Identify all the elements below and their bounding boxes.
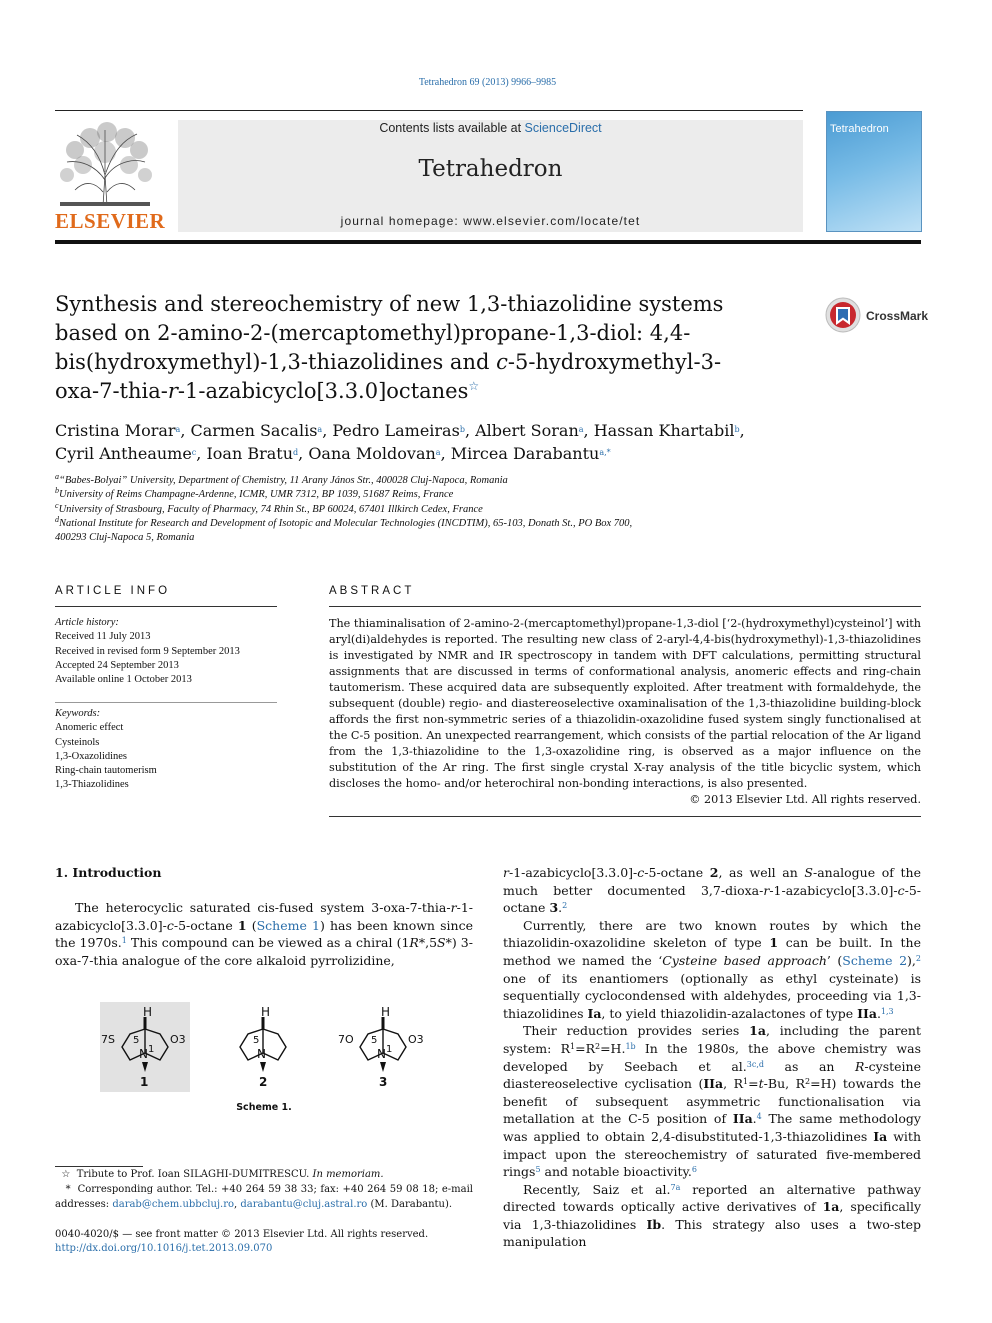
journal-title: Tetrahedron	[418, 156, 563, 182]
author-name[interactable]: Cyril Antheaume	[55, 444, 192, 463]
affiliation-item	[55, 514, 775, 531]
abstract-copyright: © 2013 Elsevier Ltd. All rights reserved.	[689, 793, 921, 806]
divider	[329, 606, 921, 607]
svg-text:1: 1	[386, 1044, 393, 1055]
footnotes	[55, 1168, 473, 1212]
author-list: Cristina Morar$^a$, Carmen Sacalis$^a$, Pedro Lameiras$^b$, Albert Soran$^a$, Hassan Khartabil$^b$, Cyril Antheaume$^c$, Ioan Bratu$^d$, Oana Moldovan$^a$, Mircea Darabantu$^{a,*}$	[55, 421, 745, 463]
scheme-1-structures	[100, 1002, 470, 1092]
affiliation-item	[55, 500, 775, 517]
divider	[55, 702, 277, 703]
author-name[interactable]: Carmen Sacalis	[190, 421, 318, 440]
footnote-divider	[55, 1166, 143, 1167]
affiliation-letter: b	[55, 486, 59, 496]
author-name[interactable]: Oana Moldovan	[308, 444, 436, 463]
affiliation-text: University of Reims Champagne-Ardenne, ICMR, UMR 7312, BP 1039, 51687 Reims, France	[59, 489, 454, 501]
affiliation-mark[interactable]: d	[293, 448, 299, 457]
affiliation-mark[interactable]: a	[175, 425, 181, 434]
keyword: 1,3-Oxazolidines	[55, 750, 128, 762]
contents-line	[178, 121, 803, 135]
title-line: bis(hydroxymethyl)-1,3-thiazolidines and	[55, 350, 497, 374]
affiliation-mark[interactable]: b	[459, 425, 465, 434]
author-name[interactable]: Pedro Lameiras	[332, 421, 460, 440]
svg-text:H: H	[381, 1005, 391, 1019]
affiliation-mark[interactable]: a	[435, 448, 441, 457]
author-name[interactable]: Albert Soran	[475, 421, 579, 440]
sciencedirect-link[interactable]: ScienceDirect	[524, 121, 602, 135]
title-line: -1-azabicyclo[3.3.0]octanes	[177, 379, 469, 403]
paragraph: r-1-azabicyclo[3.3.0]-c-5-octane 2, as well an S-analogue of the much better documented 3,7-dioxa-r-1-azabicyclo[3.3.0]-c-5-octane 3.$^2$	[503, 865, 921, 916]
contents-prefix: Contents lists available at	[379, 121, 525, 135]
abstract-heading: ABSTRACT	[329, 585, 415, 597]
affiliation-mark[interactable]: c	[191, 448, 197, 457]
affiliation-mark[interactable]: a	[317, 425, 323, 434]
reference-link[interactable]: 4	[756, 1112, 762, 1122]
title-star-footnote[interactable]: ☆	[468, 379, 480, 393]
svg-text:7S: 7S	[101, 1033, 115, 1046]
reference-link[interactable]: 7a	[670, 1182, 681, 1192]
title-line: Synthesis and stereochemistry of new 1,3-thiazolidine systems	[55, 292, 724, 316]
svg-text:H: H	[143, 1005, 153, 1019]
author-name[interactable]: Mircea Darabantu	[450, 444, 600, 463]
reference-link[interactable]: 1b	[625, 1041, 636, 1051]
svg-text:5: 5	[133, 1035, 140, 1046]
scheme-caption: Scheme 1.	[236, 1102, 292, 1113]
footnote-corresponding: * Corresponding author. Tel.: +40 264 59 38 33; fax: +40 264 59 08 18; e-mail addresses: darab@chem.ubbcluj.ro, darabantu@cluj.astral.ro (M. Darabantu).	[55, 1183, 474, 1210]
lone-pair	[260, 1062, 266, 1072]
svg-text:N: N	[139, 1047, 148, 1061]
right-column	[503, 864, 921, 1251]
journal-homepage	[178, 214, 803, 228]
history-item: Accepted 24 September 2013	[55, 659, 179, 671]
compound-label: 1	[140, 1075, 149, 1089]
email-link[interactable]: darab@chem.ubbcluj.ro	[112, 1198, 235, 1210]
paragraph: Their reduction provides series 1a, including the parent system: $R^1=R^2=H.^{1b}$ In the 1980s, the above chemistry was developed by Seebach et al.$^{3c,d}$ as an R-cysteine diastereoselective cyclisation (IIa, $R^1=t-Bu$, $R^2=H$) towards the benefit of subsequent asymmetric functionalisation via metallation at the C-5 position of IIa.$^4$ The same methodology was applied to obtain 2,4-disubstituted-1,3-thiazolidines Ia with impact upon the stereochemistry of saturated five-membered rings$^5$ and notable bioactivity.$^6$	[503, 1023, 921, 1180]
svg-text:O3: O3	[170, 1033, 186, 1046]
affiliation-text: “Babes-Bolyai” University, Department of Chemistry, 11 Arany János Str., 400028 Cluj-Napoca, Romania	[59, 475, 508, 486]
header-thick-divider	[55, 240, 921, 244]
lone-pair	[380, 1062, 386, 1072]
svg-text:7O: 7O	[338, 1033, 354, 1046]
abstract-text: The thiaminalisation of 2-amino-2-(mercaptomethyl)propane-1,3-diol [‘2-(hydroxymethyl)cysteinol’] with aryl(di)aldehydes is reported. The resulting new class of 2-aryl-4,4-bis(hydroxymethyl)-1,3-thiazolidines is investigated by NMR and IR spectroscopy in tandem with DFT calculations, permitting structural assignments that are discussed in terms of conformational analysis, anomeric effects and ring-chain tautomerism. These acquired data are subsequently exploited. After treatment with formaldehyde, the subsequent (double) regio- and diastereoselective oxaminalisation of the 1,3-thiazolidine building-block affords the first non-symmetric series of a thiazolidin-oxazolidine fused system singly functionalised at the C-5 position. An unexpected rearrangement, which consists of the partial relocation of the Ar ligand from the 1,3-thiazolidine to the 1,3-oxazolidine ring, is observed as a major influence on the substitution of the Ar ring. The first single crystal X-ray analysis of the title bicyclic system, which discloses the homo- and/or heterochiral non-bonding interactions, is also presented.	[329, 617, 921, 790]
svg-text:5: 5	[371, 1035, 378, 1046]
homepage-link[interactable]: www.elsevier.com/locate/tet	[463, 214, 641, 228]
divider	[55, 606, 277, 607]
homepage-prefix: journal homepage:	[340, 214, 464, 228]
affiliation-text: National Institute for Research and Development of Isotopic and Molecular Technologies (INCDTIM), 65-103, Donath St., PO Box 700,	[59, 517, 633, 529]
svg-text:N: N	[257, 1047, 266, 1061]
email-link[interactable]: darabantu@cluj.astral.ro	[240, 1198, 368, 1210]
divider	[329, 816, 921, 817]
title-line: -5-hydroxymethyl-3-	[507, 350, 722, 374]
reference-link[interactable]: 1,3	[880, 1006, 894, 1016]
affiliation-mark[interactable]: b	[734, 425, 740, 434]
title-line: based on 2-amino-2-(mercaptomethyl)propane-1,3-diol: 4,4-	[55, 321, 691, 345]
author-name[interactable]: Hassan Khartabil	[593, 421, 735, 440]
scheme-1-link[interactable]: Scheme 1	[256, 917, 320, 933]
affiliation-item	[55, 531, 775, 545]
intro-paragraph: The heterocyclic saturated cis-fused system 3-oxa-7-thia-r-1-azabicyclo[3.3.0]-c-5-octane 1 (Scheme 1) has been known since the 1970s.$^1$ This compound can be viewed as a chiral (1R*,5S*) 3-oxa-7-thia analogue of the core alkaloid pyrrolizidine,	[55, 900, 473, 968]
history-item: Received 11 July 2013	[55, 631, 151, 643]
crossmark-label[interactable]: CrossMark	[866, 309, 929, 323]
affiliation-text: 400293 Cluj-Napoca 5, Romania	[55, 532, 195, 544]
title-italic: c	[496, 350, 508, 374]
reference-link[interactable]: 2	[915, 953, 921, 963]
author-name[interactable]: Ioan Bratu	[206, 444, 294, 463]
compound-label: 2	[259, 1075, 268, 1089]
affiliation-item	[55, 488, 775, 502]
article-info-heading: ARTICLE INFO	[55, 585, 171, 597]
affiliation-mark[interactable]: a,*	[599, 448, 611, 457]
keywords	[55, 707, 285, 793]
title-line: oxa-7-thia-	[55, 379, 168, 403]
keyword: Ring-chain tautomerism	[55, 765, 157, 777]
article-title	[55, 290, 755, 406]
keyword: Cysteinols	[55, 736, 100, 748]
compound-label: 3	[379, 1075, 388, 1089]
paragraph: Currently, there are two known routes by which the thiazolidin-oxazolidine skeleton of type 1 can be built. In the method we named the ‘Cysteine based approach’ (Scheme 2),$^2$ one of its enantiomers (optionally as ethyl cysteinate) is sequentially cyclocondensed with aldehydes, proceeding via 1,3-thiazolidines Ia, to yield thiazolidin-azalactones of type IIa.$^{1,3}$	[503, 917, 921, 1021]
history-item: Received in revised form 9 September 2013	[55, 645, 240, 657]
affiliations	[55, 474, 775, 545]
keywords-label: Keywords:	[55, 708, 101, 719]
author-name[interactable]: Cristina Morar	[55, 421, 176, 440]
title-italic: r	[167, 379, 178, 403]
header-divider	[55, 110, 803, 111]
svg-text:H: H	[261, 1005, 271, 1019]
scheme-2-link[interactable]: Scheme 2	[842, 952, 908, 968]
svg-text:N: N	[377, 1047, 386, 1061]
affiliation-item	[55, 474, 775, 488]
reference-link[interactable]: 5	[535, 1165, 541, 1175]
affiliation-mark[interactable]: a	[578, 425, 584, 434]
article-history	[55, 616, 285, 687]
reference-link[interactable]: 1	[121, 936, 127, 946]
footnote-tribute: ☆ Tribute to Prof. Ioan SILAGHI-DUMITRESCU. In memoriam.	[61, 1169, 384, 1180]
history-item: Available online 1 October 2013	[55, 674, 192, 686]
keyword: 1,3-Thiazolidines	[55, 779, 129, 791]
section-heading-introduction: 1. Introduction	[55, 865, 162, 880]
reference-link[interactable]: 2	[562, 901, 568, 911]
keyword: Anomeric effect	[55, 722, 124, 734]
svg-text:O3: O3	[408, 1033, 424, 1046]
doi-link[interactable]: http://dx.doi.org/10.1016/j.tet.2013.09.070	[55, 1243, 273, 1254]
issn-line: 0040-4020/$ — see front matter © 2013 Elsevier Ltd. All rights reserved.	[55, 1229, 429, 1240]
publisher-name: ELSEVIER	[55, 209, 166, 233]
journal-citation[interactable]: Tetrahedron 69 (2013) 9966–9985	[418, 77, 557, 88]
cover-title: Tetrahedron	[830, 123, 889, 135]
affiliation-text: University of Strasbourg, Faculty of Pharmacy, 74 Rhin St., BP 60024, 67401 Illkirch Cedex, France	[58, 503, 483, 515]
svg-text:5: 5	[253, 1035, 260, 1046]
history-label: Article history:	[55, 617, 119, 628]
reference-link[interactable]: 3c,d	[746, 1059, 764, 1069]
paragraph: Recently, Saiz et al.$^{7a}$ reported an alternative pathway directed towards optically active derivatives of 1a, specifically via 1,3-thiazolidines Ib. This strategy also uses a two-step manipulation	[503, 1181, 922, 1250]
affiliation-letter: a	[55, 472, 59, 481]
affiliation-letter: d	[55, 514, 59, 524]
reference-link[interactable]: 6	[691, 1165, 697, 1175]
svg-text:1: 1	[148, 1044, 155, 1055]
affiliation-letter: c	[55, 500, 59, 510]
front-matter	[55, 1228, 473, 1256]
